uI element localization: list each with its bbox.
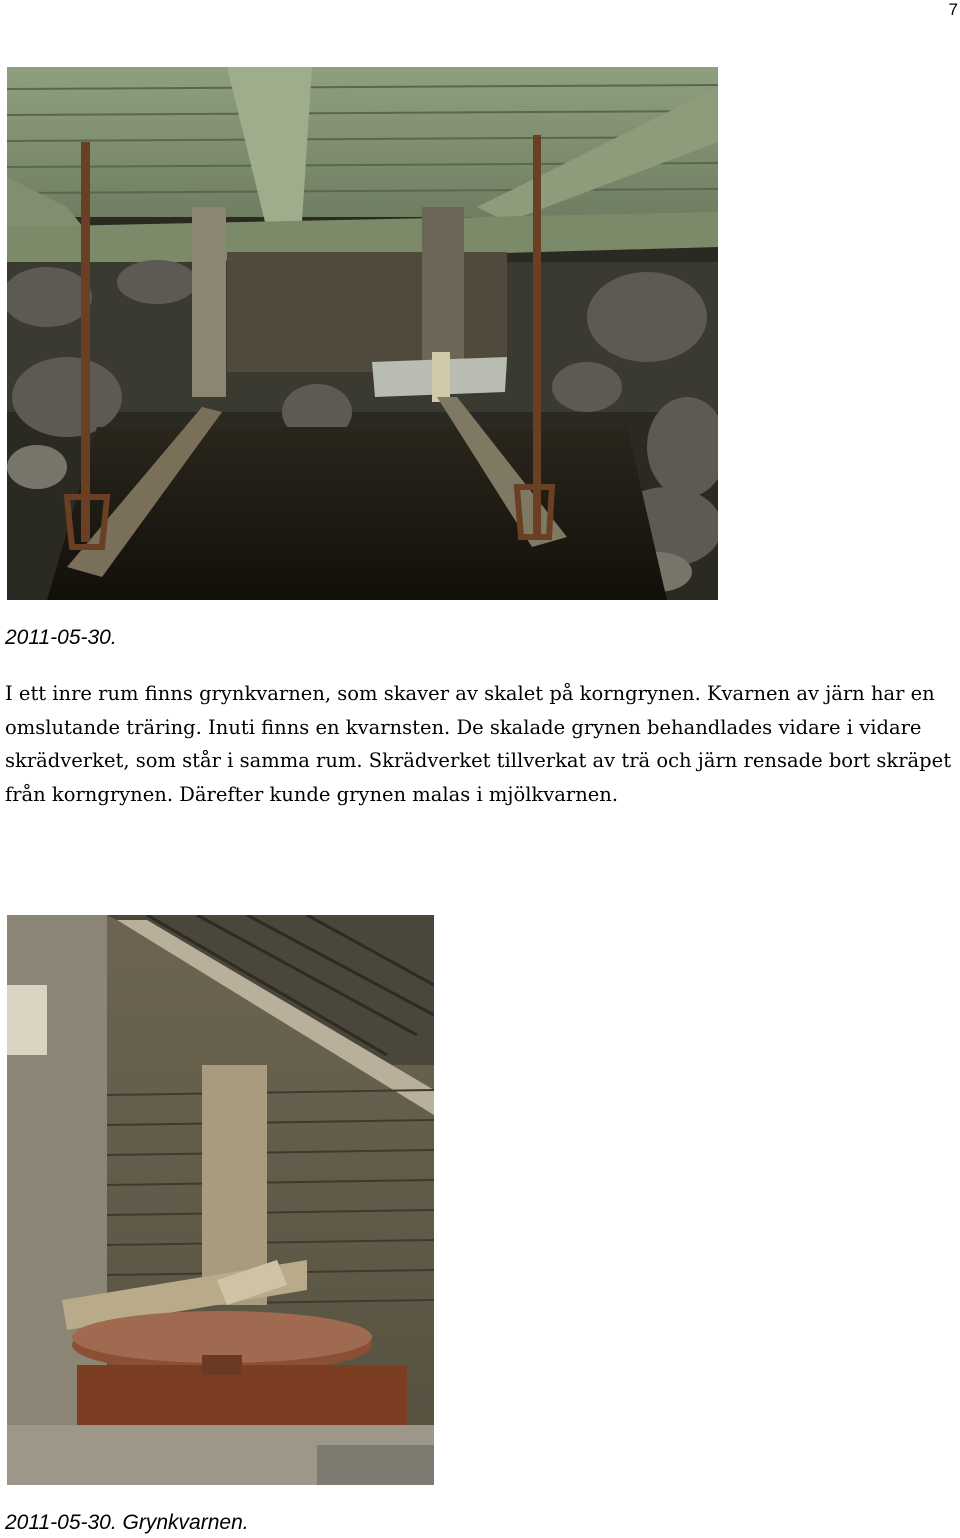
photo-caption: 2011-05-30. Grynkvarnen. xyxy=(5,1511,249,1534)
photo-caption: 2011-05-30. xyxy=(5,626,117,649)
description-paragraph: I ett inre rum finns grynkvarnen, som skaver av skalet på korngrynen. Kvarnen av järn har en omslutande träring. Inuti finns en kvarnsten. De skalade grynen behandlades vidare i vidare skrädverket, som står i samma rum. Skrädverket tillverkat av trä och järn rensade bort skräpet från korngrynen. Därefter kunde grynen malas i mjölkvarnen. xyxy=(5,682,952,806)
mill-underside-photo xyxy=(7,67,718,600)
grynkvarnen-photo xyxy=(7,915,434,1485)
page-number: 7 xyxy=(948,0,958,19)
